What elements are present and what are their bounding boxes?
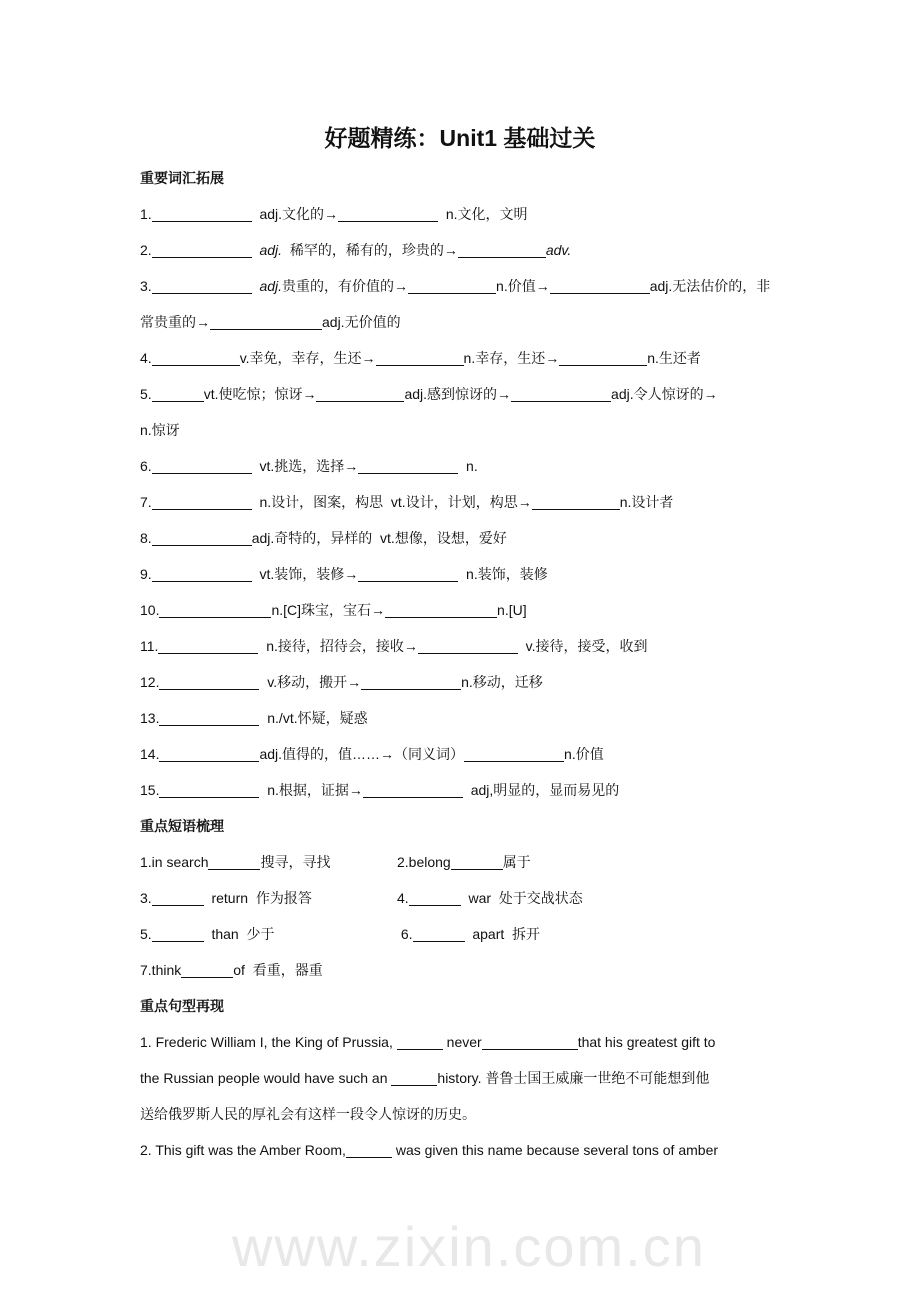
fill-in-blank[interactable] [363,781,463,798]
text-segment: that his greatest gift to [577,1034,716,1050]
text-segment: of 看重，器重 [233,962,323,978]
text-segment: 1. [140,206,152,222]
fill-in-blank[interactable] [159,673,259,690]
fill-in-blank[interactable] [152,925,204,942]
exercise-line [140,268,782,304]
text-segment: v.移动，搬开→ [259,674,362,690]
text-segment: adj.令人惊讶的→ [611,386,718,402]
text-segment: n.根据，证据→ [259,782,363,798]
text-segment: 4. [140,350,152,366]
fill-in-blank[interactable] [338,205,438,222]
exercise-line [140,592,782,628]
text-segment: vt.装饰，装修→ [251,566,359,582]
text-segment: 贵重的，有价值的→ [282,278,409,294]
text-segment: 送给俄罗斯人民的厚礼会有这样一段令人惊讶的历史。 [140,1106,476,1122]
exercise-line [140,484,782,520]
text-segment: 8. [140,530,152,546]
exercise-line [140,916,782,952]
text-segment: adj.值得的，值……→（同义词） [259,746,465,762]
text-segment: 重要词汇拓展 [140,170,224,186]
section-heading [140,988,782,1024]
exercise-line [140,556,782,592]
text-segment: 7. [140,494,152,510]
fill-in-blank[interactable] [413,925,465,942]
fill-in-blank[interactable] [159,745,259,762]
fill-in-blank[interactable] [159,781,259,798]
exercise-line [140,412,782,448]
text-segment: n.价值 [564,746,604,762]
section-heading [140,808,782,844]
text-segment: adj. [251,278,283,294]
text-segment: than 少于 [203,926,275,942]
text-segment: n.设计者 [619,494,674,510]
text-segment: 搜寻，寻找 [260,854,331,870]
fill-in-blank[interactable] [152,277,252,294]
text-segment: n.生还者 [647,350,701,366]
text-segment: 2.belong [397,854,451,870]
fill-in-blank[interactable] [408,277,496,294]
exercise-line [140,448,782,484]
fill-in-blank[interactable] [159,709,259,726]
text-segment: 10. [140,602,160,618]
text-segment: n.接待，招待会，接收→ [258,638,418,654]
exercise-line [140,772,782,808]
text-segment: the Russian people would have such an [140,1070,392,1086]
text-segment: war 处于交战状态 [460,890,583,906]
exercise-line [140,952,782,988]
fill-in-blank[interactable] [464,745,564,762]
exercise-line [140,1096,782,1132]
text-segment: vt.挑选，选择→ [251,458,359,474]
fill-in-blank[interactable] [152,385,204,402]
fill-in-blank[interactable] [409,889,461,906]
text-segment: n.惊讶 [140,422,180,438]
text-segment: 属于 [502,854,531,870]
fill-in-blank[interactable] [152,889,204,906]
exercise-line [140,880,782,916]
fill-in-blank[interactable] [152,529,252,546]
fill-in-blank[interactable] [358,457,458,474]
section-heading [140,160,782,196]
text-segment: n.[C]珠宝，宝石→ [271,602,386,618]
fill-in-blank[interactable] [418,637,518,654]
exercise-line [140,844,782,880]
text-segment: return 作为报答 [203,890,312,906]
text-segment: 6. [397,926,413,942]
exercise-line [140,340,782,376]
text-segment: apart 拆开 [464,926,541,942]
text-segment: n. [458,458,478,474]
fill-in-blank[interactable] [210,313,322,330]
text-segment: n.[U] [497,602,527,618]
fill-in-blank[interactable] [152,493,252,510]
text-segment: v.接待，接受，收到 [517,638,648,654]
text-segment: adj.文化的→ [251,206,339,222]
fill-in-blank[interactable] [376,349,464,366]
exercise-line [140,232,782,268]
text-segment: 11. [140,638,159,654]
exercise-line [140,376,782,412]
text-segment: was given this name because several tons of amber [391,1142,719,1158]
text-segment: adj.感到惊讶的→ [404,386,512,402]
text-segment: adv. [545,242,572,258]
exercise-line [140,1060,782,1096]
text-segment: 3. [140,278,152,294]
fill-in-blank[interactable] [358,565,458,582]
fill-in-blank[interactable] [158,637,258,654]
worksheet-body [140,160,782,1168]
fill-in-blank[interactable] [559,349,647,366]
fill-in-blank[interactable] [550,277,650,294]
fill-in-blank[interactable] [346,1141,392,1158]
fill-in-blank[interactable] [152,349,240,366]
text-segment: 5. [140,386,152,402]
fill-in-blank[interactable] [159,601,271,618]
fill-in-blank[interactable] [316,385,404,402]
text-segment: adj. [251,242,283,258]
text-segment: 重点短语梳理 [140,818,224,834]
text-segment: never [442,1034,482,1050]
page-title: 好题精练：Unit1 基础过关 [324,125,596,151]
text-segment: adj.无价值的 [322,314,401,330]
text-segment: n.文化，文明 [438,206,528,222]
text-segment: 12. [140,674,160,690]
exercise-line [140,1132,782,1168]
text-segment: 常贵重的→ [140,314,210,330]
text-segment: n.装饰，装修 [458,566,548,582]
text-segment: adj.奇特的，异样的 vt.想像，设想，爱好 [251,530,507,546]
fill-in-blank[interactable] [152,241,252,258]
text-segment: 2. [140,242,152,258]
fill-in-blank[interactable] [532,493,620,510]
fill-in-blank[interactable] [391,1069,437,1086]
exercise-line [140,628,782,664]
text-segment: adj.无法估价的，非 [649,278,771,294]
fill-in-blank[interactable] [397,1033,443,1050]
text-segment: 1. Frederic William I, the King of Prussia, [140,1034,397,1050]
fill-in-blank[interactable] [361,673,461,690]
exercise-line [140,196,782,232]
exercise-column-2 [397,880,583,916]
text-segment: n.幸存，生还→ [463,350,560,366]
text-segment: n.移动，迁移 [461,674,543,690]
exercise-line [140,664,782,700]
text-segment: 稀罕的，稀有的，珍贵的→ [282,242,458,258]
text-segment: v.幸免，幸存，生还→ [239,350,376,366]
fill-in-blank[interactable] [208,853,260,870]
exercise-column-2 [397,916,540,952]
exercise-line [140,736,782,772]
exercise-line [140,520,782,556]
text-segment: n.设计，图案，构思 vt.设计，计划，构思→ [251,494,532,510]
text-segment: 4. [397,890,409,906]
text-segment: adj,明显的，显而易见的 [462,782,620,798]
text-segment: history. 普鲁士国王威廉一世绝不可能想到他 [437,1070,710,1086]
text-segment: n./vt.怀疑，疑惑 [259,710,368,726]
text-segment: 7.think [140,962,182,978]
exercise-line [140,304,782,340]
text-segment: 6. [140,458,152,474]
fill-in-blank[interactable] [385,601,497,618]
text-segment: 13. [140,710,160,726]
fill-in-blank[interactable] [511,385,611,402]
exercise-line [140,1024,782,1060]
exercise-column-2 [397,844,531,880]
text-segment: 2. This gift was the Amber Room, [140,1142,346,1158]
text-segment: 15. [140,782,160,798]
watermark: www.zixin.com.cn [232,1215,706,1278]
text-segment: 5. [140,926,152,942]
text-segment: n.价值→ [496,278,550,294]
fill-in-blank[interactable] [152,457,252,474]
text-segment: 14. [140,746,160,762]
exercise-line [140,700,782,736]
text-segment: 3. [140,890,152,906]
fill-in-blank[interactable] [181,961,233,978]
text-segment: 重点句型再现 [140,998,224,1014]
text-segment: vt.使吃惊；惊讶→ [203,386,317,402]
fill-in-blank[interactable] [451,853,503,870]
text-segment: 1.in search [140,854,209,870]
fill-in-blank[interactable] [152,565,252,582]
text-segment: 9. [140,566,152,582]
fill-in-blank[interactable] [482,1033,578,1050]
fill-in-blank[interactable] [458,241,546,258]
fill-in-blank[interactable] [152,205,252,222]
